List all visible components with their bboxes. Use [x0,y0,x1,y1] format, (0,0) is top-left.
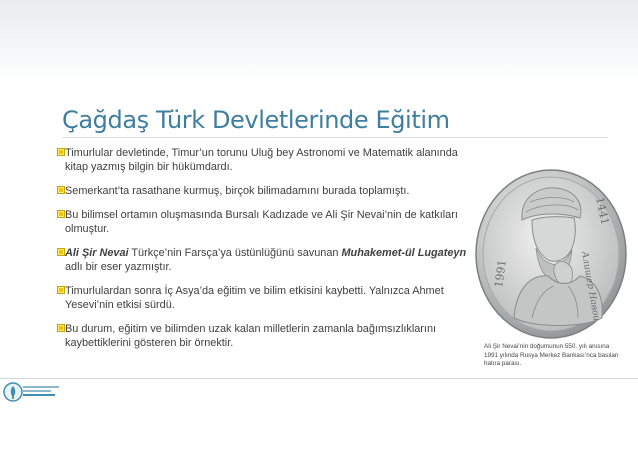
title-divider [62,137,608,138]
bullet-marker-icon [57,324,65,332]
bullet-marker-icon [57,248,65,256]
bullet-item [57,246,482,274]
bullet-marker-icon [57,210,65,218]
bullet-text: Türkçe’nin Farsça’ya üstünlüğünü savunan [128,247,342,259]
bullet-list [57,146,482,360]
bullet-marker-icon [57,286,65,294]
bullet-item [57,184,482,198]
bullet-text: Semerkant’ta rasathane kurmuş, birçok bilimadamını burada toplamıştı. [65,185,410,197]
bullet-item [57,146,482,174]
faculty-logo-text [23,386,63,398]
bullet-text: adlı bir eser yazmıştır. [65,261,172,273]
coin-signature: Алишер Навои [579,250,602,322]
faculty-logo [3,381,63,403]
bullet-item [57,322,482,350]
footer-divider [0,378,638,379]
bullet-text: Bu durum, eğitim ve bilimden uzak kalan milletlerin zamanla bağımsızlıklarını kaybettiklerini gösteren bir örnektir. [65,323,437,349]
bullet-item [57,208,482,236]
header-band [0,0,638,70]
faculty-logo-icon [3,381,23,403]
coin-image [474,168,628,340]
bullet-text: Timurlular devletinde, Timur’un torunu Uluğ bey Astronomi ve Matematik alanında kitap yazmış bilgin bir hükümdardı. [65,147,458,173]
coin-year-left: 1991 [492,258,509,289]
coin-year-right: 1441 [593,195,612,227]
emphasis-text: Muhakemet-ül Lugateyn [341,247,467,259]
bullet-text: Bu bilimsel ortamın oluşmasında Bursalı Kadızade ve Ali Şir Nevai’nin de katkıları olmuştur. [65,209,458,235]
slide-title: Çağdaş Türk Devletlerinde Eğitim [62,106,450,134]
bullet-marker-icon [57,148,65,156]
coin-caption: Ali Şir Nevai’nin doğumunun 550. yılı anısına 1991 yılında Rusya Merkez Bankası’nca basılan hatıra parası. [484,343,619,368]
emphasis-text: Ali Şir Nevai [65,247,129,259]
bullet-text: Timurlulardan sonra İç Asya’da eğitim ve bilim etkisini kaybetti. Yalnızca Ahmet Yesevi’nin etkisi sürdü. [65,285,444,311]
bullet-item [57,284,482,312]
bullet-marker-icon [57,186,65,194]
